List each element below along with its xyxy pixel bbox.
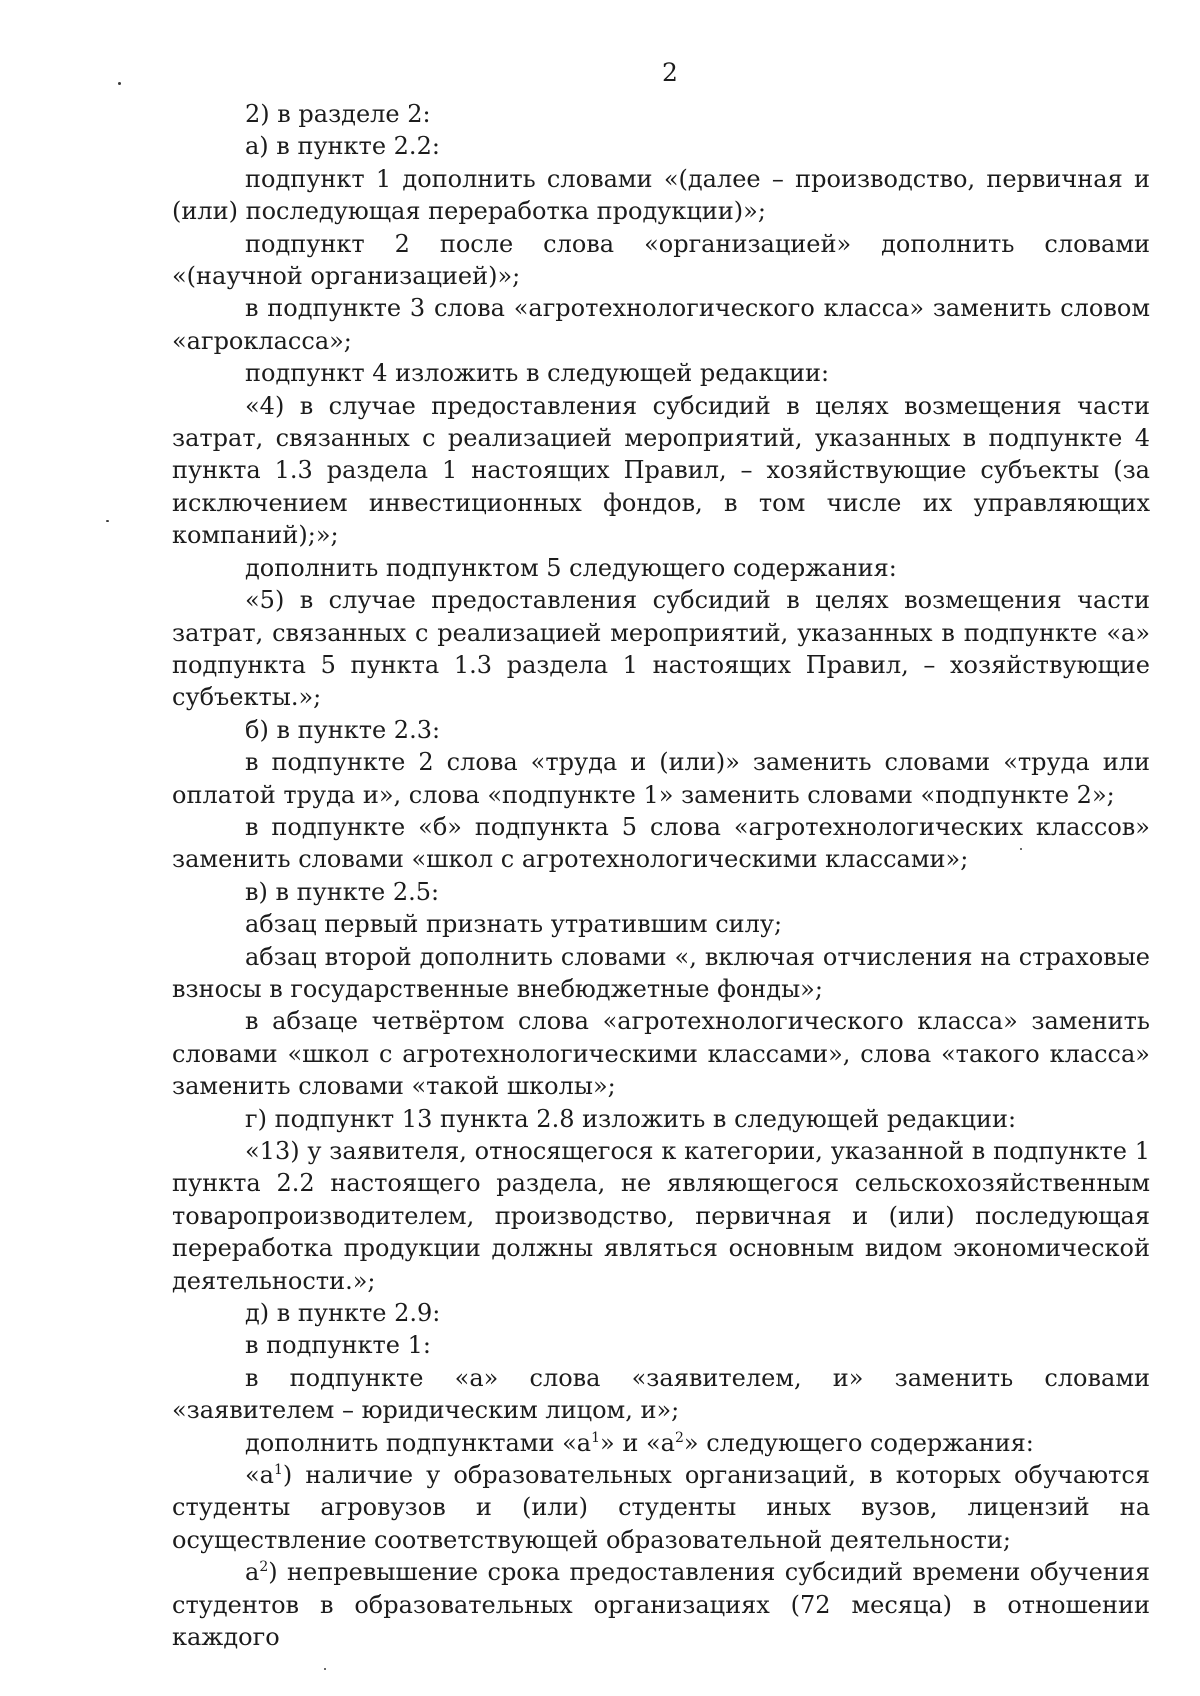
page-number: 2 bbox=[662, 58, 678, 87]
paragraph: абзац второй дополнить словами «, включая отчисления на страховые взносы в государственные внебюджетные фонды»; bbox=[172, 942, 1150, 1003]
paragraph: абзац первый признать утратившим силу; bbox=[245, 910, 783, 939]
text-run: ) наличие у образовательных организаций, в которых обучаются студенты агровузов и (или) студенты иных вузов, лицензий на осуществление соответствующей образовательной деятельности; bbox=[172, 1461, 1150, 1554]
scan-speck bbox=[324, 1668, 326, 1670]
document-body bbox=[172, 98, 1150, 1654]
text-run: » и «а bbox=[600, 1428, 675, 1457]
paragraph: в подпункте «а» слова «заявителем, и» заменить словами «заявителем – юридическим лицом, и»; bbox=[172, 1363, 1150, 1425]
paragraph: в абзаце четвёртом слова «агротехнологического класса» заменить словами «школ с агротехнологическими классами», слова «такого класса» заменить словами «такой школы»; bbox=[172, 1007, 1150, 1101]
scan-speck bbox=[1020, 848, 1022, 850]
paragraph: в подпункте 3 слова «агротехнологического класса» заменить словом «агрокласса»; bbox=[172, 294, 1150, 355]
text-run: дополнить подпунктами «а bbox=[245, 1428, 592, 1457]
paragraph: «13) у заявителя, относящегося к категории, указанной в подпункте 1 пункта 2.2 настоящего раздела, не являющегося сельскохозяйственным товаропроизводителем, производство, первичная и (или) последующая переработка продукции должны являться основным видом экономической деятельности.»; bbox=[172, 1137, 1150, 1295]
paragraph: дополнить подпунктом 5 следующего содержания: bbox=[245, 553, 897, 582]
paragraph: подпункт 2 после слова «организацией» дополнить словами «(научной организацией)»; bbox=[172, 229, 1150, 291]
paragraph: 2) в разделе 2: bbox=[245, 100, 431, 128]
paragraph: в подпункте 2 слова «труда и (или)» заменить словами «труда или оплатой труда и», слова «подпункте 1» заменить словами «подпункте 2»; bbox=[172, 748, 1150, 809]
superscript: 1 bbox=[274, 1462, 283, 1479]
text-run: ) непревышение срока предоставления субсидий времени обучения студентов в образовательных организациях (72 месяца) в отношении каждого bbox=[172, 1558, 1150, 1652]
scan-speck bbox=[106, 520, 109, 522]
paragraph: «5) в случае предоставления субсидий в целях возмещения части затрат, связанных с реализацией мероприятий, указанных в подпункте «а» подпункта 5 пункта 1.3 раздела 1 настоящих Правил, – хозяйствующие субъекты.»; bbox=[172, 586, 1150, 712]
paragraph: «4) в случае предоставления субсидий в целях возмещения части затрат, связанных с реализацией мероприятий, указанных в подпункте 4 пункта 1.3 раздела 1 настоящих Правил, – хозяйствующие субъекты (за исключением инвестиционных фондов, в том числе их управляющих компаний);»; bbox=[172, 391, 1150, 550]
paragraph: подпункт 1 дополнить словами «(далее – производство, первичная и (или) последующая переработка продукции)»; bbox=[172, 164, 1150, 226]
superscript: 2 bbox=[259, 1559, 269, 1576]
text-run: «а bbox=[245, 1461, 274, 1490]
superscript: 2 bbox=[674, 1429, 684, 1446]
text-run: » следующего содержания: bbox=[683, 1428, 1034, 1457]
paragraph: д) в пункте 2.9: bbox=[245, 1299, 441, 1328]
scan-speck bbox=[118, 82, 121, 85]
paragraph: а) в пункте 2.2: bbox=[245, 132, 440, 161]
paragraph: в подпункте «б» подпункта 5 слова «агротехнологических классов» заменить словами «школ с агротехнологическими классами»; bbox=[172, 812, 1150, 874]
paragraph-add-subitems bbox=[172, 1427, 1150, 1459]
paragraph: подпункт 4 изложить в следующей редакции: bbox=[245, 359, 830, 388]
superscript: 1 bbox=[591, 1429, 601, 1446]
paragraph: б) в пункте 2.3: bbox=[245, 715, 441, 744]
paragraph-subitem-a2 bbox=[172, 1556, 1150, 1653]
paragraph: в) в пункте 2.5: bbox=[245, 877, 440, 906]
text-run: а bbox=[245, 1558, 260, 1587]
paragraph: в подпункте 1: bbox=[245, 1331, 431, 1360]
paragraph: г) подпункт 13 пункта 2.8 изложить в следующей редакции: bbox=[245, 1104, 1017, 1133]
paragraph-subitem-a1 bbox=[172, 1459, 1150, 1556]
